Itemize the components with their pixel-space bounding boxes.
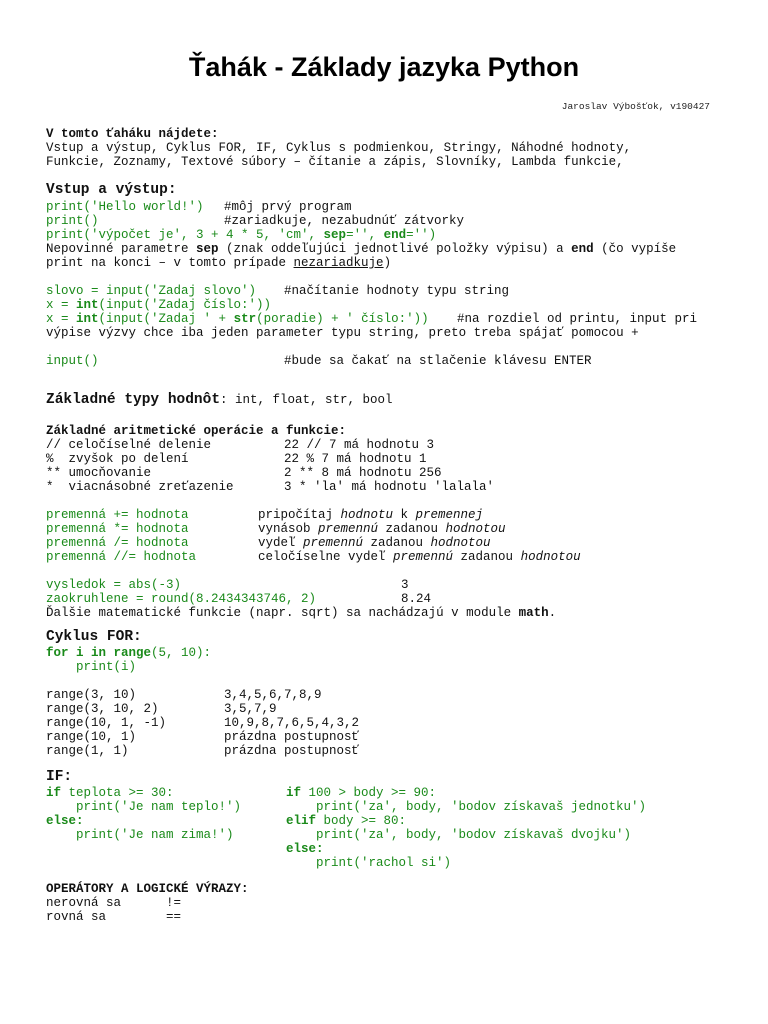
code-print-hello: print('Hello world!') [46,200,204,214]
italic-word: hodnotu [340,508,394,522]
arith-op: % zvyšok po delení [46,452,189,466]
keyword-end: end [571,242,594,256]
range-result: 3,5,7,9 [224,702,277,716]
op-symbol: != [166,896,182,910]
types-heading: Základné typy hodnôt [46,392,221,408]
code-part: (poradie) + ' číslo:')) [256,312,429,326]
code-keyword-for: for i in [46,646,114,660]
code-part: teplota >= 30: [61,786,174,800]
assign-row [46,522,506,536]
author-line: Jaroslav Výbošťok, v190427 [561,101,710,112]
assign-row [46,508,484,522]
assign-desc [258,536,491,550]
arith-op: ** umocňovanie [46,466,152,480]
if-left-else: else: [46,814,84,828]
assign-row [46,550,581,564]
text-part: pripočítaj [258,508,341,522]
for-line-1 [46,646,211,660]
range-result: 3,4,5,6,7,8,9 [224,688,322,702]
abs-code: vysledok = abs(-3) [46,578,182,592]
page-title: Ťahák - Základy jazyka Python [188,52,580,82]
math-note [46,606,556,620]
op-row [46,896,182,910]
round-code: zaokruhlene = round(8.2434343746, 2) [46,592,317,606]
code-part: ='', [346,228,384,242]
abs-result: 3 [401,578,409,592]
text-part: zadanou [378,522,446,536]
intro-line-1: Vstup a výstup, Cyklus FOR, IF, Cyklus s podmienkou, Stringy, Náhodné hodnoty, [46,141,632,155]
code-part: x = [46,312,77,326]
if-left-line-2: print('Je nam teplo!') [46,800,242,814]
comment-enter: #bude sa čakať na stlačenie klávesu ENTER [284,354,592,368]
italic-word: hodnotou [520,550,581,564]
arith-op: * viacnásobné zreťazenie [46,480,234,494]
code-keyword-sep: sep [323,228,347,242]
keyword-math: math [518,606,549,620]
range-result: prázdna postupnosť [224,744,360,758]
arith-example: 22 % 7 má hodnotu 1 [284,452,427,466]
arith-row [46,452,427,466]
range-code: range(3, 10) [46,688,137,702]
intro-line-2: Funkcie, Zoznamy, Textové súbory – čítanie a zápis, Slovníky, Lambda funkcie, [46,155,624,169]
range-code: range(1, 1) [46,744,129,758]
code-part: body >= 80: [316,814,407,828]
range-row [46,744,360,758]
section-heading-if: IF: [46,769,73,785]
if-right-line-2: print('za', body, 'bodov získavaš jednotku') [286,800,647,814]
text-part: . [548,606,557,620]
code-part: 100 > body >= 90: [301,786,437,800]
code-x-int [46,298,271,312]
arith-example: 2 ** 8 má hodnotu 256 [284,466,442,480]
code-part: (input('Zadaj ' + [98,312,234,326]
round-result: 8.24 [401,592,432,606]
code-keyword-elif: elif [286,814,317,828]
code-keyword-end: end [383,228,407,242]
op-row [46,910,182,924]
code-line-slovo [46,284,510,298]
section-heading-arith: Základné aritmetické operácie a funkcie: [46,424,347,438]
code-part: (input('Zadaj číslo:')) [98,298,272,312]
code-part: (5, 10): [151,646,212,660]
range-row [46,688,322,702]
text-part: vydeľ [258,536,304,550]
section-heading-for: Cyklus FOR: [46,629,142,645]
code-keyword-str: str [233,312,257,326]
text-part: Ďalšie matematické funkcie (napr. sqrt) sa nachádzajú v module [46,606,519,620]
input-note: výpise výzvy chce iba jeden parameter typu string, preto treba spájať pomocou + [46,326,639,340]
range-row [46,702,277,716]
code-keyword-if: if [286,786,302,800]
keyword-sep: sep [196,242,219,256]
code-line-print-empty [46,214,465,228]
if-left-line-4: print('Je nam zima!') [46,828,234,842]
code-part: ='') [406,228,437,242]
text-part: (znak oddeľujúci jednotlivé položky výpisu) a [218,242,572,256]
op-symbol: == [166,910,182,924]
if-right-line-6: print('rachol si') [286,856,452,870]
intro-heading: V tomto ťaháku nájdete: [46,127,219,141]
code-print-empty: print() [46,214,99,228]
if-right-line-3 [286,814,406,828]
code-part: x = [46,298,77,312]
text-part: print na konci – v tomto prípade [46,256,294,270]
code-x-str [46,312,429,326]
text-part: Nepovinné parametre [46,242,197,256]
arith-row [46,438,435,452]
code-line-print-hello [46,200,352,214]
text-part: vynásob [258,522,319,536]
arith-example: 3 * 'la' má hodnotu 'lalala' [284,480,495,494]
italic-word: hodnotou [445,522,506,536]
assign-desc [258,508,483,522]
section-heading-ops: OPERÁTORY A LOGICKÉ VÝRAZY: [46,882,249,896]
range-row [46,730,360,744]
op-label: nerovná sa [46,896,122,910]
assign-code: premenná /= hodnota [46,536,189,550]
italic-word: premennú [303,536,364,550]
range-result: 10,9,8,7,6,5,4,3,2 [224,716,360,730]
code-input: input() [46,354,99,368]
if-right-else: else: [286,842,324,856]
arith-row [46,480,495,494]
arith-example: 22 // 7 má hodnotu 3 [284,438,435,452]
comment-empty: #zariadkuje, nezabudnúť zátvorky [224,214,465,228]
code-keyword-int: int [76,298,99,312]
code-keyword-if: if [46,786,62,800]
text-part: ) [383,256,392,270]
param-description-2 [46,256,391,270]
italic-word: premennú [318,522,379,536]
text-part: zadanou [363,536,431,550]
text-part: celočíselne vydeľ [258,550,394,564]
italic-word: hodnotou [430,536,491,550]
if-right-line-4: print('za', body, 'bodov získavaš dvojku') [286,828,632,842]
code-line-x-str [46,312,698,326]
range-code: range(10, 1, -1) [46,716,167,730]
types-list: : int, float, str, bool [220,393,393,407]
arith-op: // celočíselné delenie [46,438,212,452]
code-line-input [46,354,592,368]
section-heading-types [46,393,393,407]
assign-desc [258,522,506,536]
code-keyword-int: int [76,312,99,326]
arith-row [46,466,442,480]
range-result: prázdna postupnosť [224,730,360,744]
range-code: range(10, 1) [46,730,137,744]
param-description-1 [46,242,676,256]
op-label: rovná sa [46,910,107,924]
assign-desc [258,550,581,564]
round-row [46,592,432,606]
assign-code: premenná += hodnota [46,508,189,522]
if-left-line-1 [46,786,174,800]
underlined-word: nezariadkuje [293,256,384,270]
text-part: (čo vypíše [593,242,677,256]
if-right-line-1 [286,786,436,800]
text-part: zadanou [453,550,521,564]
italic-word: premennej [415,508,484,522]
comment-hello: #môj prvý program [224,200,352,214]
code-keyword-range: range [113,646,152,660]
assign-code: premenná *= hodnota [46,522,189,536]
code-slovo: slovo = input('Zadaj slovo') [46,284,257,298]
section-heading-io: Vstup a výstup: [46,182,177,198]
code-print-calc [46,228,436,242]
abs-row [46,578,409,592]
assign-code: premenná //= hodnota [46,550,197,564]
for-line-2: print(i) [46,660,137,674]
comment-input: #na rozdiel od printu, input pri [457,312,698,326]
range-row [46,716,360,730]
comment-slovo: #načítanie hodnoty typu string [284,284,510,298]
assign-row [46,536,491,550]
italic-word: premennú [393,550,454,564]
range-code: range(3, 10, 2) [46,702,159,716]
text-part: k [393,508,416,522]
code-part: print('výpočet je', 3 + 4 * 5, 'cm', [46,228,324,242]
